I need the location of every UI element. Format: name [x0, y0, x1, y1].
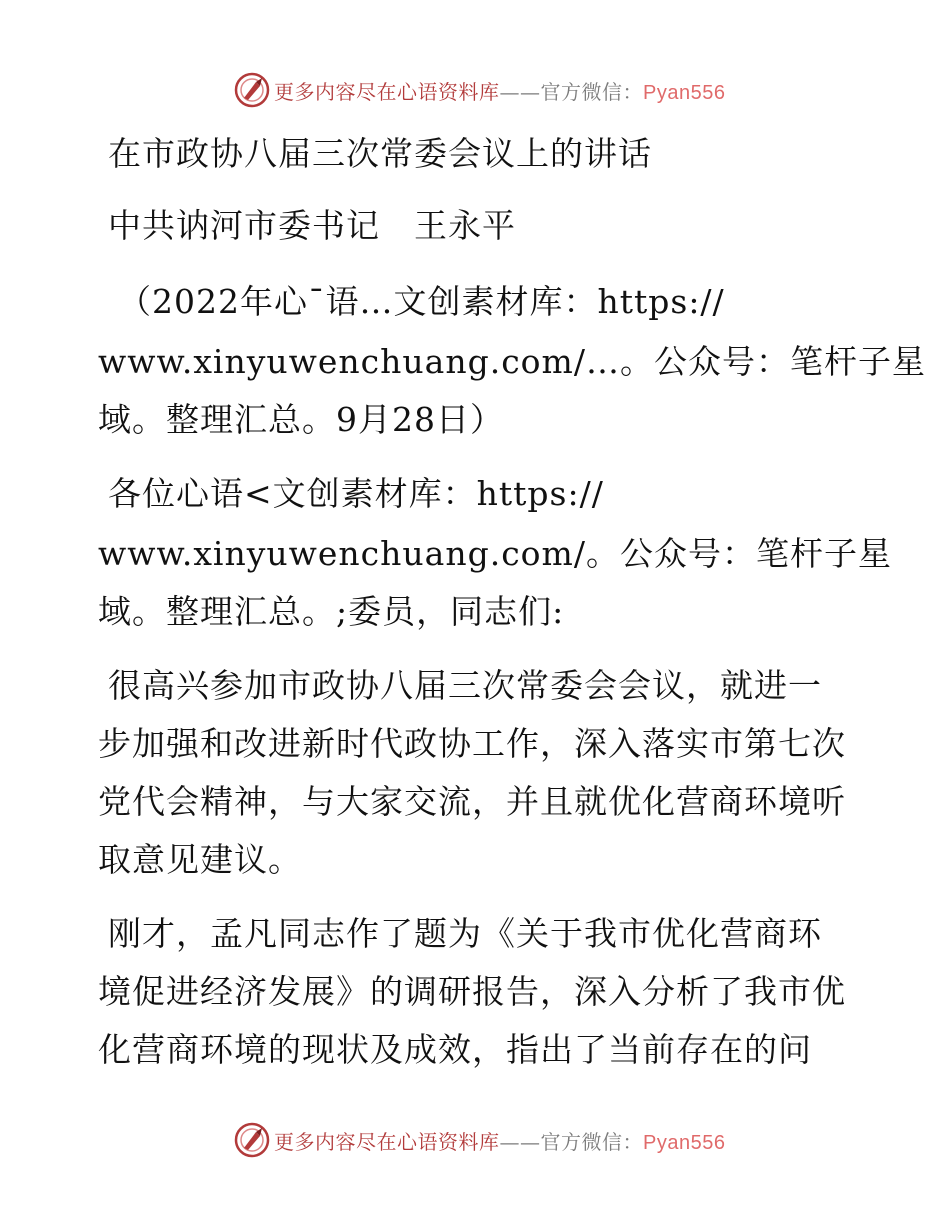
- doc-line: 各位心语<文创素材库：https://: [108, 474, 604, 513]
- doc-paragraph-line: 取意见建议。: [98, 840, 302, 879]
- doc-line: www.xinyuwenchuang.com/…。公众号：笔杆子星: [98, 342, 926, 381]
- wechat-handle: Pyan556: [643, 82, 726, 104]
- watermark-text: [274, 76, 725, 105]
- doc-line: www.xinyuwenchuang.com/。公众号：笔杆子星: [98, 534, 892, 573]
- doc-paragraph-line: 刚才，孟凡同志作了题为《关于我市优化营商环: [108, 914, 822, 953]
- doc-paragraph-line: 境促进经济发展》的调研报告，深入分析了我市优: [98, 972, 846, 1011]
- wechat-label: 官方微信：: [540, 80, 643, 104]
- separator: ——: [499, 1130, 541, 1154]
- doc-line: 域。整理汇总。;委员，同志们:: [98, 592, 565, 631]
- brand-logo-icon: [234, 1122, 270, 1158]
- doc-line: 域。整理汇总。9月28日）: [98, 400, 504, 439]
- doc-paragraph-line: 党代会精神，与大家交流，并且就优化营商环境听: [98, 782, 846, 821]
- doc-title: 在市政协八届三次常委会议上的讲话: [108, 134, 652, 173]
- wechat-handle: Pyan556: [643, 1132, 726, 1154]
- brand-name: 更多内容尽在心语资料库: [274, 1130, 500, 1154]
- watermark-text: [274, 1126, 725, 1155]
- brand-logo-icon: [234, 72, 270, 108]
- doc-paragraph-line: 化营商环境的现状及成效，指出了当前存在的问: [98, 1030, 812, 1069]
- wechat-label: 官方微信：: [540, 1130, 643, 1154]
- doc-paragraph-line: 步加强和改进新时代政协工作，深入落实市第七次: [98, 724, 846, 763]
- header-watermark-banner: [0, 70, 950, 110]
- footer-watermark-banner: [0, 1120, 950, 1160]
- doc-author: 中共讷河市委书记 王永平: [108, 206, 516, 245]
- separator: ——: [499, 80, 541, 104]
- brand-name: 更多内容尽在心语资料库: [274, 80, 500, 104]
- doc-paragraph-line: 很高兴参加市政协八届三次常委会会议，就进一: [108, 666, 822, 705]
- doc-line: （2022年心¯语…文创素材库：https://: [118, 282, 725, 321]
